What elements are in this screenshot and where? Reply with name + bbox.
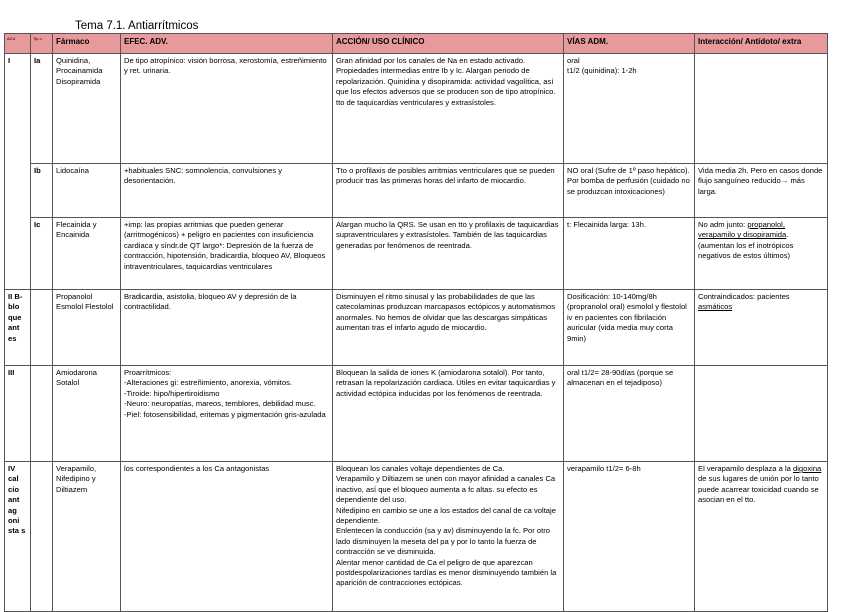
- drug-cell: Propanolol Esmolol Flestolol: [53, 290, 121, 366]
- action-cell: Tto o profilaxis de posibles arritmias ventriculares que se pueden producir tras las primeras horas del infarto de miocardio.: [333, 164, 564, 218]
- drug-cell: Flecainida y Encainida: [53, 218, 121, 290]
- header-accion: ACCIÓN/ USO CLÍNICO: [333, 34, 564, 54]
- table-row: [5, 164, 828, 218]
- table-row: [5, 366, 828, 462]
- action-line: Alentar menor cantidad de Ca el peligro de que aparezcan postdespolarizaciones tardías es menor disminuyendo también la aparición de contracciones ectópicas.: [336, 557, 557, 588]
- type-cell: [31, 290, 53, 366]
- class-cell: I: [5, 54, 31, 290]
- type-cell: [31, 366, 53, 462]
- header-farmaco: Fármaco: [53, 34, 121, 54]
- interaction-cell: [695, 218, 828, 290]
- routes-cell: t: Flecainida larga: 13h.: [564, 218, 695, 290]
- interaction-underlined: asmáticos: [698, 302, 733, 312]
- adverse-effects-cell: +imp: las propias arritmias que pueden generar (arritmogénicos) + peligro en pacientes con insuficiencia cardiaca y síndr.de QT largo*: Depresión de la fuerza de contracción, hipotensión, bradicardia, bloqueo AV, Bloqueos intraventriculares, taquicardias ventriculares: [121, 218, 333, 290]
- adverse-effects-cell: De tipo atropínico: visión borrosa, xerostomía, estreñimiento y ret. urinaria.: [121, 54, 333, 164]
- adverse-effects-cell: los correspondientes a los Ca antagonistas: [121, 462, 333, 612]
- type-cell: Ic: [31, 218, 53, 290]
- adverse-line: -Neuro: neuropatías, mareos, temblores, debilidad musc.: [124, 399, 316, 409]
- table-row: [5, 218, 828, 290]
- header-clase: ACU: [5, 34, 31, 54]
- header-interaccion: Interacción/ Antídoto/ extra: [695, 34, 828, 54]
- routes-line: t1/2 (quinidina): 1-2h: [567, 66, 637, 76]
- interaction-cell: [695, 366, 828, 462]
- drug-cell: Lidocaína: [53, 164, 121, 218]
- antiarrhythmics-table: [4, 33, 828, 612]
- action-cell: Alargan mucho la QRS. Se usan en tto y profilaxis de taquicardias supraventriculares y extrasístoles. También de las taquicardias generadas por fenómenos de reentrada.: [333, 218, 564, 290]
- class-cell: IV cal cio ant ag oni sta s: [5, 462, 31, 612]
- table-row: [5, 462, 828, 612]
- routes-cell: [564, 54, 695, 164]
- header-efec-adv: EFEC. ADV.: [121, 34, 333, 54]
- type-cell: Ia: [31, 54, 53, 164]
- document-title: Tema 7.1. Antiarrítmicos: [75, 20, 199, 32]
- action-line: Enlentecen la conducción (sa y av) disminuyendo la fc. Por otro lado disminuyen la meseta del pa y por lo tanto la fuerza de contracción se ve disminuida.: [336, 526, 551, 557]
- type-cell: Ib: [31, 164, 53, 218]
- interaction-text: Contraindicados: pacientes: [698, 292, 790, 301]
- interaction-text: El verapamilo desplaza a la: [698, 464, 793, 473]
- action-line: Verapamilo y Diltiazem se unen con mayor afinidad a canales Ca inactivo, así que el bloqueo aumenta a fc altas. su efecto es dependiente del uso.: [336, 474, 556, 505]
- interaction-underlined: propanolol, verapamilo y disopiramida: [698, 220, 787, 240]
- routes-cell: oral t1/2= 28-90días (porque se almacenan en el tejadiposo): [564, 366, 695, 462]
- drug-cell: Verapamilo, Nifedipino y Diltiazem: [53, 462, 121, 612]
- type-cell: [31, 462, 53, 612]
- interaction-text: No adm junto:: [698, 220, 748, 229]
- adverse-line: Proarrítmicos:: [124, 368, 172, 377]
- adverse-effects-cell: Bradicardia, asistolia, bloqueo AV y depresión de la contractilidad.: [121, 290, 333, 366]
- action-line: Bloquean los canales voltaje dependientes de Ca.: [336, 464, 505, 473]
- adverse-line: -Alteraciones gi: estreñimiento, anorexia, vómitos.: [124, 378, 292, 388]
- header-row: [5, 34, 828, 54]
- interaction-text: . (aumentan los ef inotrópicos negativos de estos últimos): [698, 230, 794, 261]
- routes-cell: verapamilo t1/2= 6-8h: [564, 462, 695, 612]
- drug-cell: Quinidina, Procainamida Disopiramida: [53, 54, 121, 164]
- routes-cell: Dosificación: 10-140mg/8h (propranolol oral) esmolol y flestolol iv en pacientes con fibrilación auricular (vida media muy corta 9min): [564, 290, 695, 366]
- header-tipo: Tip o: [31, 34, 53, 54]
- interaction-cell: [695, 54, 828, 164]
- routes-cell: NO oral (Sufre de 1º paso hepático). Por bomba de perfusión (cuidado no se produzcan intoxicaciones): [564, 164, 695, 218]
- action-cell: Disminuyen el ritmo sinusal y las probabilidades de que las catecolaminas produzcan marcapasos ectópicos y automatismos anormales. No hemos de olvidar que las descargas simpáticas aumentan tras el infarto agudo de miocardio.: [333, 290, 564, 366]
- interaction-cell: [695, 290, 828, 366]
- drug-cell: Amiodarona Sotalol: [53, 366, 121, 462]
- action-cell: Gran afinidad por los canales de Na en estado activado. Propiedades intermedias entre Ib y Ic. Alargan periodo de repolarización. Quinidina y disopiramida: actividad vagolítica, así que los efectos adversos que se producen son de tipo atropínico. tto de taquicardias ventriculares y extrasístoles.: [333, 54, 564, 164]
- adverse-line: -Piel: fotosensibilidad, eritemas y pigmentación gris-azulada: [124, 409, 326, 419]
- action-line: Nifedipino en cambio se une a los estados del canal de ca voltaje dependiente.: [336, 505, 556, 526]
- routes-line: oral: [567, 56, 580, 65]
- class-cell: III: [5, 366, 31, 462]
- class-cell: II B-blo que ant es: [5, 290, 31, 366]
- header-vias: VÍAS ADM.: [564, 34, 695, 54]
- action-cell: Bloquean la salida de iones K (amiodarona sotalol). Por tanto, retrasan la repolarización cardiaca. Útiles en evitar taquicardias y actividad ectópica inducidas por los fenómenos de reentrada.: [333, 366, 564, 462]
- adverse-line: -Tiroide: hipo/hipertiroidismo: [124, 388, 220, 398]
- table-row: [5, 290, 828, 366]
- adverse-effects-cell: [121, 366, 333, 462]
- interaction-text: de sus lugares de unión por lo tanto puede acarrear toxicidad cuando se asocian en el tto.: [698, 474, 819, 505]
- adverse-effects-cell: +habituales SNC: somnolencia, convulsiones y desorientación.: [121, 164, 333, 218]
- table-row: [5, 54, 828, 164]
- interaction-underlined: digoxina: [792, 464, 822, 473]
- interaction-cell: [695, 462, 828, 612]
- interaction-cell: Vida media 2h. Pero en casos donde flujo sanguíneo reducido→ más larga.: [695, 164, 828, 218]
- action-cell: [333, 462, 564, 612]
